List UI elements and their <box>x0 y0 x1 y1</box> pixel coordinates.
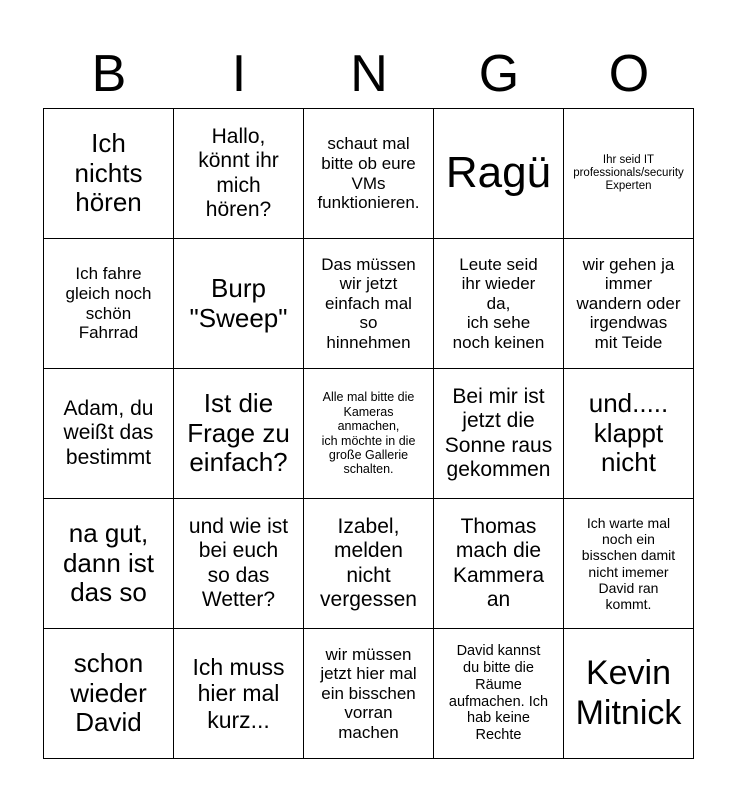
bingo-cell[interactable]: Bei mir ist jetzt die Sonne raus gekommen <box>434 369 564 499</box>
bingo-cell[interactable]: und..... klappt nicht <box>564 369 694 499</box>
bingo-cell[interactable]: Ich nichts hören <box>44 109 174 239</box>
bingo-cell[interactable]: Adam, du weißt das bestimmt <box>44 369 174 499</box>
bingo-cell[interactable]: Ragü <box>434 109 564 239</box>
bingo-cell[interactable]: Izabel, melden nicht vergessen <box>304 499 434 629</box>
bingo-cell[interactable]: wir müssen jetzt hier mal ein bisschen vorran machen <box>304 629 434 759</box>
bingo-header <box>44 40 694 108</box>
bingo-cell[interactable]: Ich fahre gleich noch schön Fahrrad <box>44 239 174 369</box>
header-letter-b: B <box>91 45 127 103</box>
bingo-cell[interactable]: na gut, dann ist das so <box>44 499 174 629</box>
bingo-cell[interactable]: schaut mal bitte ob eure VMs funktionieren. <box>304 109 434 239</box>
bingo-board <box>43 108 694 759</box>
bingo-cell[interactable]: Burp "Sweep" <box>174 239 304 369</box>
header-letter-i: I <box>231 45 247 103</box>
bingo-cell[interactable]: Ich muss hier mal kurz... <box>174 629 304 759</box>
bingo-cell[interactable]: wir gehen ja immer wandern oder irgendwas mit Teide <box>564 239 694 369</box>
bingo-cell[interactable]: Thomas mach die Kammera an <box>434 499 564 629</box>
bingo-cell[interactable]: Leute seid ihr wieder da, ich sehe noch keinen <box>434 239 564 369</box>
bingo-cell[interactable]: Ist die Frage zu einfach? <box>174 369 304 499</box>
bingo-cell[interactable]: Hallo, könnt ihr mich hören? <box>174 109 304 239</box>
bingo-cell[interactable]: Alle mal bitte die Kameras anmachen, ich möchte in die große Gallerie schalten. <box>304 369 434 499</box>
bingo-cell[interactable]: Das müssen wir jetzt einfach mal so hinnehmen <box>304 239 434 369</box>
bingo-cell[interactable]: Ich warte mal noch ein bisschen damit nicht imemer David ran kommt. <box>564 499 694 629</box>
header-letter-o: O <box>608 45 650 103</box>
bingo-cell[interactable]: und wie ist bei euch so das Wetter? <box>174 499 304 629</box>
header-letter-n: N <box>350 45 388 103</box>
bingo-cell[interactable]: schon wieder David <box>44 629 174 759</box>
bingo-cell[interactable]: David kannst du bitte die Räume aufmachen. Ich hab keine Rechte <box>434 629 564 759</box>
bingo-cell[interactable]: Ihr seid IT professionals/security Experten <box>564 109 694 239</box>
header-letter-g: G <box>478 45 520 103</box>
bingo-cell[interactable]: Kevin Mitnick <box>564 629 694 759</box>
